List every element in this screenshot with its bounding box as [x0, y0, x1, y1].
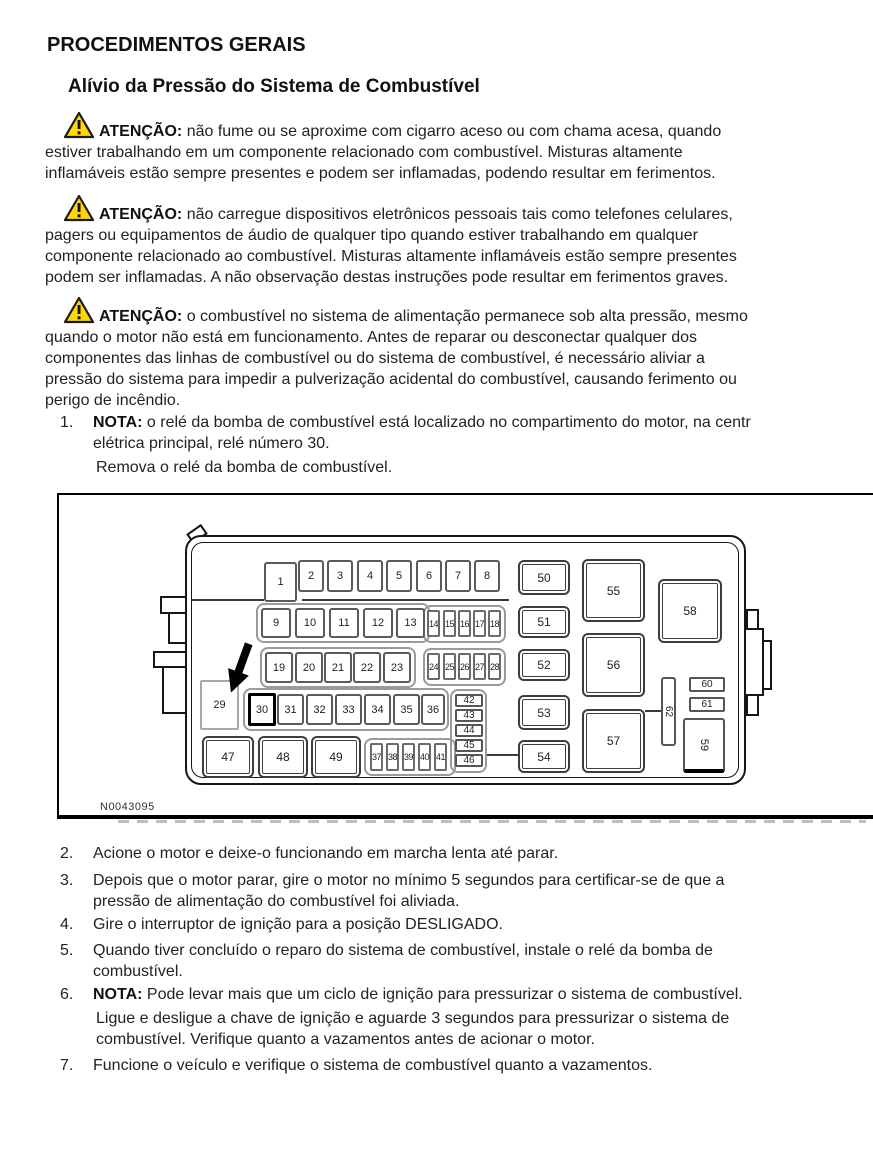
fuse-32	[306, 694, 333, 725]
fuse-8	[474, 560, 500, 592]
note-label: NOTA:	[93, 414, 143, 431]
fuse-label: 58	[683, 604, 697, 618]
fuse-60	[689, 677, 725, 692]
fuse-label: 30	[255, 703, 269, 716]
fuse-label: 18	[490, 618, 500, 629]
fuse-51	[518, 606, 570, 638]
fuse-3	[327, 560, 353, 592]
fuse-label: 26	[460, 661, 470, 672]
degraded-caption-line	[118, 820, 866, 823]
fuse-38	[386, 743, 399, 771]
fuse-2	[298, 560, 324, 592]
fuse-label: 55	[606, 583, 621, 598]
fuse-label: 56	[606, 658, 621, 672]
fuse-24	[427, 653, 440, 680]
warning-text-line: ATENÇÃO: não carregue dispositivos eletrônicos pessoais tais como telefones celulares,	[99, 206, 733, 223]
fuse-39	[402, 743, 415, 771]
fuse-label: 50	[537, 570, 551, 585]
fuse-label: 14	[429, 618, 439, 629]
warning-label: ATENÇÃO:	[99, 123, 183, 140]
fuse-57	[582, 709, 645, 773]
fuse-label: 43	[463, 710, 475, 721]
fuse-13	[396, 608, 425, 638]
step-number: 6.	[60, 986, 74, 1003]
fuse-56	[582, 633, 645, 697]
fuse-label: 51	[537, 615, 551, 629]
fuse-label: 13	[404, 617, 417, 629]
fuse-20	[295, 652, 323, 683]
fuse-label: 31	[284, 703, 297, 716]
fuse-17	[473, 610, 486, 637]
fuse-22	[353, 652, 381, 683]
step-number: 2.	[60, 845, 74, 862]
fuse-label: 48	[276, 750, 290, 764]
fuse-label: 44	[463, 725, 475, 736]
fuse-label: 6	[425, 570, 433, 582]
fuse-label: 17	[475, 618, 485, 629]
fuse-label: 33	[342, 703, 355, 716]
fuse-36	[421, 694, 445, 725]
fuse-34	[364, 694, 391, 725]
fuse-label: 36	[426, 703, 440, 716]
fuse-label: 21	[331, 661, 345, 674]
warning-text-line: estiver trabalhando em um componente relacionado com combustível. Misturas altamente	[45, 144, 683, 161]
fuse-label: 19	[272, 661, 286, 674]
fuse-label: 54	[537, 749, 551, 764]
right-connector	[743, 628, 764, 696]
step-text-line: Acione o motor e deixe-o funcionando em marcha lenta até parar.	[93, 845, 559, 862]
fuse-5	[386, 560, 412, 592]
fuse-label: 23	[390, 661, 404, 674]
warning-triangle-icon	[64, 297, 94, 324]
fuse-12	[363, 608, 393, 638]
fuse-15	[443, 610, 456, 637]
step-text-line: pressão de alimentação do combustível foi aliviada.	[93, 893, 460, 910]
fuse-label: 32	[313, 703, 326, 716]
fuse-31	[277, 694, 304, 725]
step-number: 3.	[60, 872, 74, 889]
fuse-label: 9	[272, 617, 280, 629]
fuse-48	[258, 736, 308, 778]
diagram-line	[192, 599, 264, 601]
fuse-label: 60	[701, 679, 713, 690]
fuse-42	[455, 694, 483, 707]
warning-text-line: inflamáveis estão sempre presentes e podem ser inflamadas, podendo resultar em ferimentos.	[45, 165, 716, 182]
fuse-27	[473, 653, 486, 680]
fuse-label: 53	[537, 705, 551, 720]
fuse-label: 11	[338, 617, 350, 629]
fuse-label: 16	[460, 618, 470, 629]
fuse-label: 15	[445, 618, 455, 629]
warning-text-line: ATENÇÃO: não fume ou se aproxime com cigarro aceso ou com chama acesa, quando	[99, 123, 722, 140]
fuse-label: 40	[420, 752, 430, 762]
fusebox-figure	[57, 493, 873, 819]
fuse-label: 25	[445, 661, 455, 672]
fuse-45	[455, 739, 483, 752]
warning-text-line: pagers ou equipamentos de áudio de qualquer tipo quando estiver trabalhando em qualquer	[45, 227, 698, 244]
fuse-33	[335, 694, 362, 725]
warning-label: ATENÇÃO:	[99, 308, 183, 325]
fuse-54	[518, 740, 570, 773]
fuse-label: 37	[372, 752, 382, 762]
warning-triangle-icon	[64, 112, 94, 139]
right-connector	[746, 693, 759, 716]
fuse-label: 4	[366, 570, 374, 582]
fuse-label: 42	[463, 695, 475, 706]
fuse-19	[265, 652, 293, 683]
warning-text-line: quando o motor não está em funcionamento. Antes de reparar ou desconectar qualquer dos	[45, 329, 697, 346]
warning-text-line: componente relacionado ao combustível. Misturas altamente inflamáveis estão sempre presentes	[45, 248, 737, 265]
fuse-16	[458, 610, 471, 637]
fuse-label: 1	[277, 576, 284, 588]
step-text-line: elétrica principal, relé número 30.	[93, 435, 330, 452]
fuse-23	[383, 652, 411, 683]
fuse-label: 24	[429, 661, 439, 672]
fuse-21	[324, 652, 352, 683]
step-text-line: combustível.	[93, 963, 183, 980]
warning-text-line: perigo de incêndio.	[45, 392, 181, 409]
fuse-label: 46	[463, 755, 475, 766]
step-number: 7.	[60, 1057, 74, 1074]
note-label: NOTA:	[93, 986, 143, 1003]
step-text-line: Depois que o motor parar, gire o motor no mínimo 5 segundos para certificar-se de que a	[93, 872, 725, 889]
diagram-line	[645, 710, 661, 712]
fuse-7	[445, 560, 471, 592]
step-paragraph-line: Ligue e desligue a chave de ignição e aguarde 3 segundos para pressurizar o sistema de	[96, 1010, 730, 1027]
fuse-43	[455, 709, 483, 722]
step-text-line: NOTA: o relé da bomba de combustível está localizado no compartimento do motor, na centr	[93, 414, 751, 431]
fuse-44	[455, 724, 483, 737]
fuse-50	[518, 560, 570, 595]
fuse-label: 29	[213, 699, 226, 711]
fuse-10	[295, 608, 325, 638]
fuse-47	[202, 736, 254, 778]
warning-triangle-icon	[64, 195, 94, 222]
fuse-label: 7	[454, 570, 462, 582]
fuse-52	[518, 649, 570, 681]
fuse-label: 8	[483, 570, 491, 582]
fuse-1	[264, 562, 297, 602]
fuse-label: 3	[336, 570, 344, 582]
fuse-25	[443, 653, 456, 680]
fuse-label: 57	[606, 734, 621, 748]
fuse-6	[416, 560, 442, 592]
step-number: 4.	[60, 916, 74, 933]
fuse-label: 35	[400, 703, 413, 716]
fuse-49	[311, 736, 361, 778]
step-text-line: NOTA: Pode levar mais que um ciclo de ignição para pressurizar o sistema de combustível.	[93, 986, 743, 1003]
step-paragraph-line: combustível. Verifique quanto a vazamentos antes de acionar o motor.	[96, 1031, 595, 1048]
fuse-58	[658, 579, 722, 643]
fuse-label: 28	[490, 661, 500, 672]
warning-text-line: ATENÇÃO: o combustível no sistema de alimentação permanece sob alta pressão, mesmo	[99, 308, 748, 325]
fuse-37	[370, 743, 383, 771]
fuse-label: 10	[303, 617, 317, 629]
warning-label: ATENÇÃO:	[99, 206, 183, 223]
warning-text-line: pressão do sistema para impedir a pulverização acidental do combustível, causando ferimento ou	[45, 371, 737, 388]
warning-text-line: podem ser inflamadas. A não observação destas instruções pode resultar em ferimentos graves.	[45, 269, 729, 286]
fuse-62	[661, 677, 676, 746]
fuse-41	[434, 743, 447, 771]
fuse-53	[518, 695, 570, 730]
fuse-label: 38	[388, 752, 398, 762]
step-number: 5.	[60, 942, 74, 959]
fuse-14	[427, 610, 440, 637]
fuse-59	[683, 718, 725, 773]
fuse-28	[488, 653, 501, 680]
step-number: 1.	[60, 414, 74, 431]
fuse-label: 49	[329, 750, 343, 764]
fuse-35	[393, 694, 420, 725]
page-title: PROCEDIMENTOS GERAIS	[47, 34, 306, 56]
fuse-26	[458, 653, 471, 680]
step-text-line: Funcione o veículo e verifique o sistema de combustível quanto a vazamentos.	[93, 1057, 653, 1074]
fuse-40	[418, 743, 431, 771]
fuse-label: 22	[360, 661, 374, 674]
figure-code: N0043095	[100, 801, 155, 813]
step-text-line: Quando tiver concluído o reparo do sistema de combustível, instale o relé da bomba de	[93, 942, 713, 959]
fuse-61	[689, 697, 725, 712]
fuse-label: 39	[404, 752, 414, 762]
fuse-11	[329, 608, 359, 638]
fuse-4	[357, 560, 383, 592]
step-paragraph-line: Remova o relé da bomba de combustível.	[96, 459, 393, 476]
fuse-label: 45	[463, 740, 475, 751]
fuse-9	[261, 608, 291, 638]
fuse-label: 47	[221, 750, 235, 764]
fuse-label: 2	[307, 570, 315, 582]
fuse-label: 5	[395, 570, 403, 582]
fuse-label: 34	[371, 703, 384, 716]
fuse-label: 41	[436, 752, 446, 762]
fuse-label: 52	[537, 658, 551, 672]
diagram-line	[486, 754, 518, 756]
fuse-label: 27	[475, 661, 485, 672]
fuse-label: 61	[701, 699, 713, 710]
fuse-label: 12	[371, 617, 385, 629]
diagram-line	[302, 599, 509, 601]
section-title: Alívio da Pressão do Sistema de Combustível	[68, 76, 480, 97]
fuse-label: 59	[698, 738, 710, 751]
fuse-label: 20	[302, 661, 316, 674]
step-text-line: Gire o interruptor de ignição para a posição DESLIGADO.	[93, 916, 503, 933]
fuse-46	[455, 754, 483, 767]
fuse-30	[248, 693, 276, 726]
fuse-18	[488, 610, 501, 637]
warning-text-line: componentes das linhas de combustível ou do sistema de combustível, é necessário aliviar a	[45, 350, 705, 367]
fuse-label: 62	[663, 705, 674, 718]
fuse-55	[582, 559, 645, 622]
